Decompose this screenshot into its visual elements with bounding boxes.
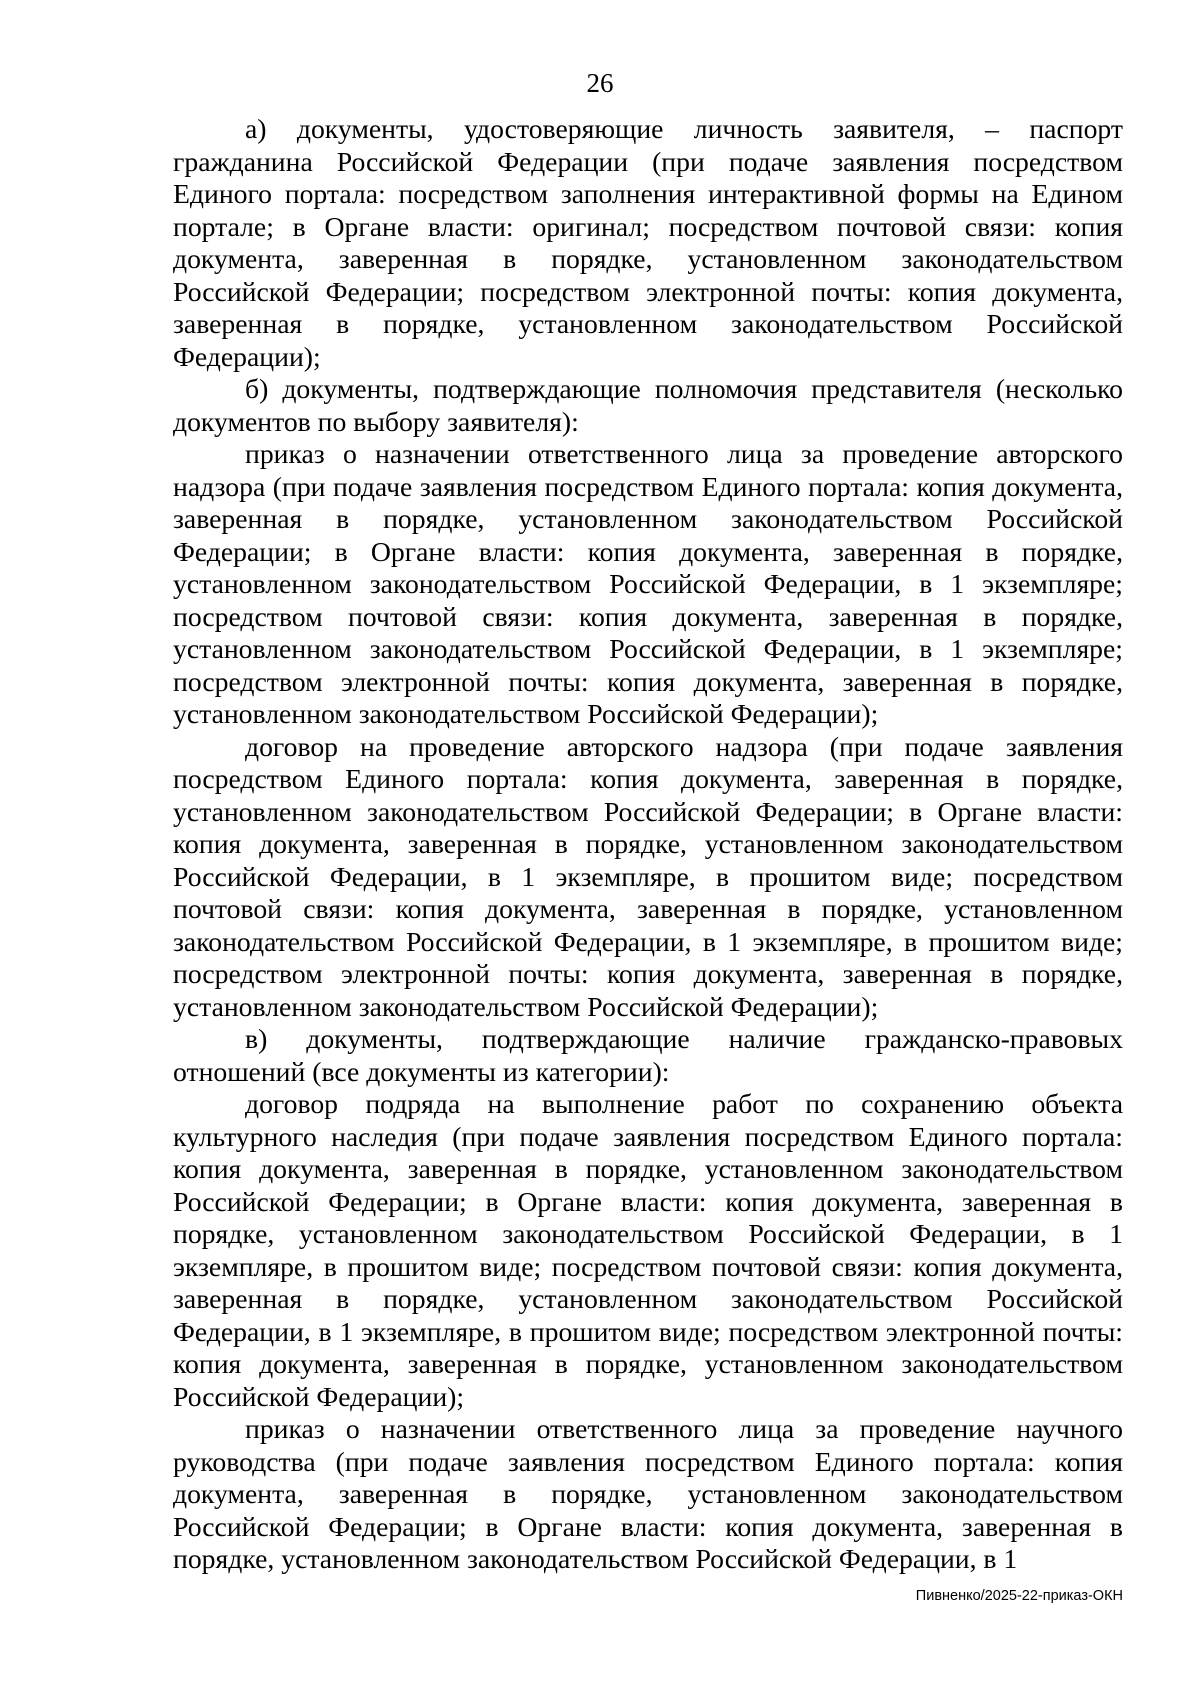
paragraph-order-scientific-supervision: приказ о назначении ответственного лица за проведение научного руководства (при подаче заявления посредством Единого портала: копия документа, заверенная в порядке, установленном законодательством Российской Федерации; в Органе власти: копия документа, заверенная в порядке, установленном законодательством Российской Федерации, в 1: [173, 1413, 1123, 1574]
footer-document-code: Пивненко/2025-22-приказ-ОКН: [915, 1588, 1123, 1604]
paragraph-v: в) документы, подтверждающие наличие гражданско-правовых отношений (все документы из категории):: [173, 1023, 1123, 1087]
paragraph-a: а) документы, удостоверяющие личность заявителя, – паспорт гражданина Российской Федерации (при подаче заявления посредством Единого портала: посредством заполнения интерактивной формы на Едином портале; в Органе власти: оригинал; посредством почтовой связи: копия документа, заверенная в порядке, установленном законодательством Российской Федерации; посредством электронной почты: копия документа, заверенная в порядке, установленном законодательством Российской Федерации);: [173, 113, 1123, 372]
page-number: 26: [586, 68, 614, 98]
paragraph-contract-author-supervision: договор на проведение авторского надзора (при подаче заявления посредством Единого портала: копия документа, заверенная в порядке, установленном законодательством Российской Федерации; в Органе власти: копия документа, заверенная в порядке, установленном законодательством Российской Федерации, в 1 экземпляре, в прошитом виде; посредством почтовой связи: копия документа, заверенная в порядке, установленном законодательством Российской Федерации, в 1 экземпляре, в прошитом виде; посредством электронной почты: копия документа, заверенная в порядке, установленном законодательством Российской Федерации);: [173, 730, 1123, 1022]
document-body: [173, 113, 1123, 1576]
paragraph-order-author-supervision: приказ о назначении ответственного лица за проведение авторского надзора (при подаче заявления посредством Единого портала: копия документа, заверенная в порядке, установленном законодательством Российской Федерации; в Органе власти: копия документа, заверенная в порядке, установленном законодательством Российской Федерации, в 1 экземпляре; посредством почтовой связи: копия документа, заверенная в порядке, установленном законодательством Российской Федерации, в 1 экземпляре; посредством электронной почты: копия документа, заверенная в порядке, установленном законодательством Российской Федерации);: [173, 438, 1123, 729]
paragraph-b: б) документы, подтверждающие полномочия представителя (несколько документов по выбору заявителя):: [173, 373, 1123, 437]
paragraph-contract-works: договор подряда на выполнение работ по сохранению объекта культурного наследия (при подаче заявления посредством Единого портала: копия документа, заверенная в порядке, установленном законодательством Российской Федерации; в Органе власти: копия документа, заверенная в порядке, установленном законодательством Российской Федерации, в 1 экземпляре, в прошитом виде; посредством почтовой связи: копия документа, заверенная в порядке, установленном законодательством Российской Федерации, в 1 экземпляре, в прошитом виде; посредством электронной почты: копия документа, заверенная в порядке, установленном законодательством Российской Федерации);: [173, 1088, 1123, 1412]
